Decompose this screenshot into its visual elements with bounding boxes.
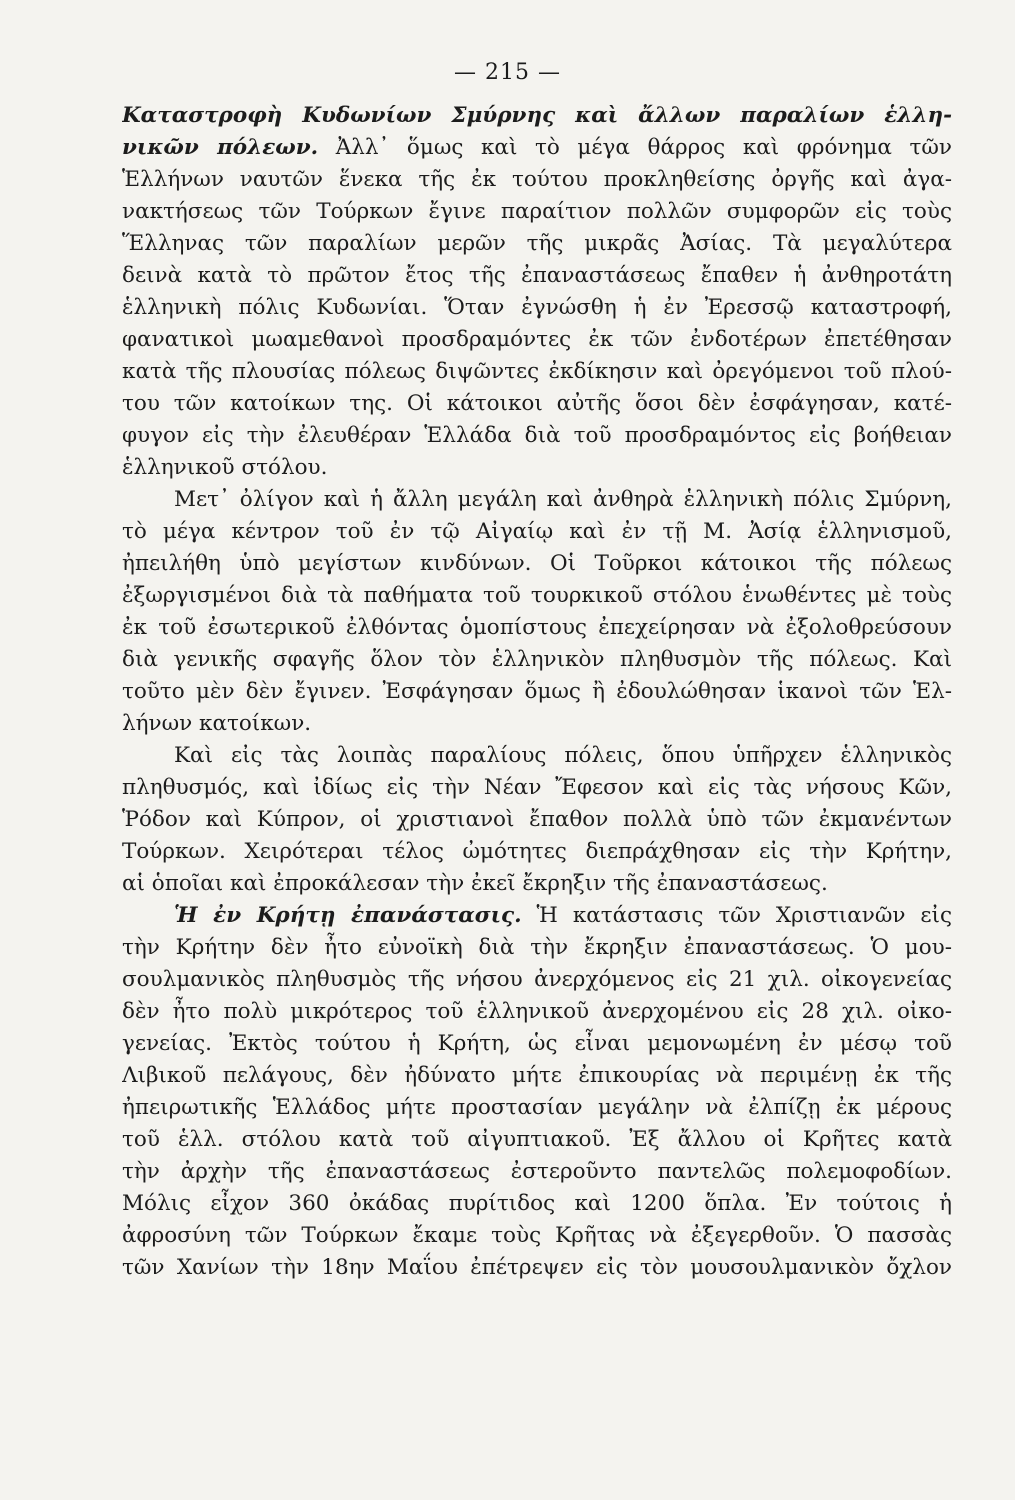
- line-text: ἠπειλήθη ὑπὸ μεγίστων κινδύνων. Οἱ Τοῦρκοι κάτοικοι τῆς πόλεως: [122, 551, 952, 576]
- line-text: του τῶν κατοίκων της. Οἱ κάτοικοι αὐτῆς ὅσοι δὲν ἐσφάγησαν, κατέ-: [122, 391, 952, 416]
- line-text: Ῥόδον καὶ Κύπρον, οἱ χριστιανοὶ ἔπαθον πολλὰ ὑπὸ τῶν ἐκμανέντων: [122, 807, 952, 832]
- line-text: τοῦτο μὲν δὲν ἔγινεν. Ἐσφάγησαν ὅμως ἢ ἐδουλώθησαν ἱκανοὶ τῶν Ἑλ-: [122, 679, 952, 704]
- text-line: [122, 516, 952, 548]
- text-line: [122, 868, 952, 900]
- text-line: [122, 356, 952, 388]
- line-text: Ἀλλ᾽ ὅμως καὶ τὸ μέγα θάρρος καὶ φρόνημα τῶν: [318, 135, 952, 160]
- body-text: [122, 100, 952, 1284]
- line-text: ἐξωργισμένοι διὰ τὰ παθήματα τοῦ τουρκικοῦ στόλου ἑνωθέντες μὲ τοὺς: [122, 583, 952, 608]
- line-text: Λιβικοῦ πελάγους, δὲν ἠδύνατο μήτε ἐπικουρίας νὰ περιμένῃ ἐκ τῆς: [122, 1063, 952, 1088]
- text-line: [122, 100, 952, 132]
- text-line: [122, 388, 952, 420]
- line-text: φυγον εἰς τὴν ἐλευθέραν Ἑλλάδα διὰ τοῦ προσδραμόντος εἰς βοήθειαν: [122, 423, 952, 448]
- text-line: [122, 964, 952, 996]
- text-line: [122, 836, 952, 868]
- text-line: [122, 1252, 952, 1284]
- line-text: ἑλληνικὴ πόλις Κυδωνίαι. Ὅταν ἐγνώσθη ἡ ἐν Ἐρεσσῷ καταστροφή,: [122, 295, 952, 320]
- text-line: [122, 676, 952, 708]
- text-line: [122, 580, 952, 612]
- text-line: [122, 484, 952, 516]
- line-text: τὸ μέγα κέντρον τοῦ ἐν τῷ Αἰγαίῳ καὶ ἐν τῇ Μ. Ἀσίᾳ ἑλληνισμοῦ,: [122, 519, 952, 544]
- text-line: [122, 644, 952, 676]
- line-text: αἱ ὁποῖαι καὶ ἐπροκάλεσαν τὴν ἐκεῖ ἔκρηξιν τῆς ἐπαναστάσεως.: [122, 871, 828, 896]
- text-line: [122, 996, 952, 1028]
- line-text: πληθυσμός, καὶ ἰδίως εἰς τὴν Νέαν Ἔφεσον καὶ εἰς τὰς νήσους Κῶν,: [122, 775, 952, 800]
- text-line: [122, 804, 952, 836]
- line-text: Μόλις εἶχον 360 ὀκάδας πυρίτιδος καὶ 1200 ὅπλα. Ἐν τούτοις ἡ: [122, 1191, 952, 1216]
- text-line: [122, 708, 952, 740]
- line-text: κατὰ τῆς πλουσίας πόλεως διψῶντες ἐκδίκησιν καὶ ὀρεγόμενοι τοῦ πλού-: [122, 359, 952, 384]
- text-line: [122, 1028, 952, 1060]
- section-heading: Καταστροφὴ Κυδωνίων Σμύρνης καὶ ἄλλων παραλίων ἑλλη-: [122, 103, 952, 128]
- text-line: [122, 1156, 952, 1188]
- line-text: ἀφροσύνη τῶν Τούρκων ἔκαμε τοὺς Κρῆτας νὰ ἐξεγερθοῦν. Ὁ πασσὰς: [122, 1223, 952, 1248]
- line-text: τῶν Χανίων τὴν 18ην Μαΐου ἐπέτρεψεν εἰς τὸν μουσουλμανικὸν ὄχλον: [122, 1255, 952, 1280]
- page-number: — 215 —: [454, 60, 561, 85]
- text-line: [122, 452, 952, 484]
- line-text: Τούρκων. Χειρότεραι τέλος ὠμότητες διεπράχθησαν εἰς τὴν Κρήτην,: [122, 839, 952, 864]
- line-text: γενείας. Ἐκτὸς τούτου ἡ Κρήτη, ὡς εἶναι μεμονωμένη ἐν μέσῳ τοῦ: [122, 1031, 952, 1056]
- line-text: λήνων κατοίκων.: [122, 711, 312, 736]
- text-line: [122, 1060, 952, 1092]
- text-line: [122, 1220, 952, 1252]
- line-text: Μετ᾽ ὀλίγον καὶ ἡ ἄλλη μεγάλη καὶ ἀνθηρὰ ἑλληνικὴ πόλις Σμύρνη,: [174, 487, 952, 512]
- text-line: [122, 196, 952, 228]
- text-line: [122, 228, 952, 260]
- text-line: [122, 612, 952, 644]
- line-text: Ἡ κατάστασις τῶν Χριστιανῶν εἰς: [521, 903, 952, 928]
- text-line: [122, 420, 952, 452]
- text-line: [122, 324, 952, 356]
- text-line: [122, 292, 952, 324]
- text-line: [122, 1124, 952, 1156]
- line-text: διὰ γενικῆς σφαγῆς ὅλον τὸν ἑλληνικὸν πληθυσμὸν τῆς πόλεως. Καὶ: [122, 647, 952, 672]
- line-text: νακτήσεως τῶν Τούρκων ἔγινε παραίτιον πολλῶν συμφορῶν εἰς τοὺς: [122, 199, 952, 224]
- section-heading: Ἡ ἐν Κρήτῃ ἐπανάστασις.: [174, 903, 522, 928]
- line-text: σουλμανικὸς πληθυσμὸς τῆς νήσου ἀνερχόμενος εἰς 21 χιλ. οἰκογενείας: [122, 967, 952, 992]
- line-text: ἐκ τοῦ ἐσωτερικοῦ ἐλθόντας ὁμοπίστους ἐπεχείρησαν νὰ ἐξολοθρεύσουν: [122, 615, 952, 640]
- line-text: Ἑλλήνων ναυτῶν ἕνεκα τῆς ἐκ τούτου προκληθείσης ὀργῆς καὶ ἀγα-: [122, 167, 952, 192]
- line-text: δεινὰ κατὰ τὸ πρῶτον ἔτος τῆς ἐπαναστάσεως ἔπαθεν ἡ ἀνθηροτάτη: [122, 263, 952, 288]
- line-text: Ἕλληνας τῶν παραλίων μερῶν τῆς μικρᾶς Ἀσίας. Τὰ μεγαλύτερα: [122, 231, 952, 256]
- line-text: φανατικοὶ μωαμεθανοὶ προσδραμόντες ἐκ τῶν ἐνδοτέρων ἐπετέθησαν: [122, 327, 952, 352]
- text-line: [122, 132, 952, 164]
- text-line: [122, 1188, 952, 1220]
- line-text: τοῦ ἑλλ. στόλου κατὰ τοῦ αἰγυπτιακοῦ. Ἐξ ἄλλου οἱ Κρῆτες κατὰ: [122, 1127, 952, 1152]
- line-text: τὴν ἀρχὴν τῆς ἐπαναστάσεως ἐστεροῦντο παντελῶς πολεμοφοδίων.: [122, 1159, 952, 1184]
- line-text: ἠπειρωτικῆς Ἑλλάδος μήτε προστασίαν μεγάλην νὰ ἐλπίζῃ ἐκ μέρους: [122, 1095, 952, 1120]
- line-text: τὴν Κρήτην δὲν ἦτο εὐνοϊκὴ διὰ τὴν ἔκρηξιν ἐπαναστάσεως. Ὁ μου-: [122, 935, 952, 960]
- text-line: [122, 772, 952, 804]
- line-text: δὲν ἦτο πολὺ μικρότερος τοῦ ἑλληνικοῦ ἀνερχομένου εἰς 28 χιλ. οἰκο-: [122, 999, 952, 1024]
- line-text: Καὶ εἰς τὰς λοιπὰς παραλίους πόλεις, ὅπου ὑπῆρχεν ἑλληνικὸς: [174, 743, 952, 768]
- text-line: [122, 1092, 952, 1124]
- line-text: ἑλληνικοῦ στόλου.: [122, 455, 328, 480]
- section-heading: νικῶν πόλεων.: [122, 135, 319, 160]
- text-line: [122, 548, 952, 580]
- text-line: [122, 900, 952, 932]
- text-line: [122, 740, 952, 772]
- text-line: [122, 164, 952, 196]
- text-line: [122, 932, 952, 964]
- text-line: [122, 260, 952, 292]
